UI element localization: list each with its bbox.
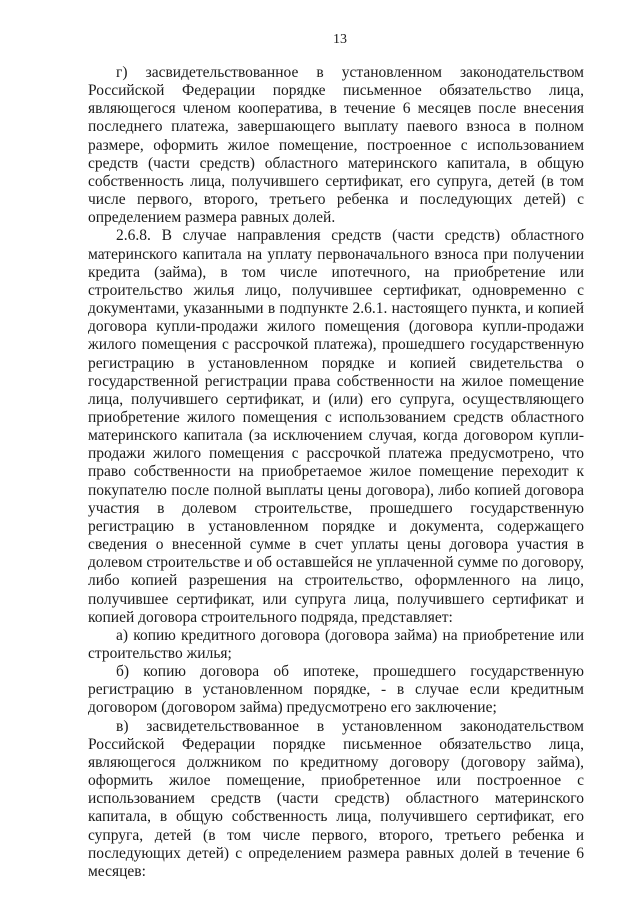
- paragraph-item-a: а) копию кредитного договора (договора займа) на приобретение или строительство жилья;: [88, 626, 584, 662]
- document-body: [88, 64, 584, 881]
- paragraph-item-g: г) засвидетельствованное в установленном законодательством Российской Федерации порядке письменное обязательство лица, являющегося членом кооператива, в течение 6 месяцев после внесения последнего платежа, завершающего выплату паевого взноса в полном размере, оформить жилое помещение, построенное с использованием средств (части средств) областного материнского капитала, в общую собственность лица, получившего сертификат, его супруга, детей (в том числе первого, второго, третьего ребенка и последующих детей) с определением размера равных долей.: [88, 64, 584, 227]
- paragraph-2-6-8: 2.6.8. В случае направления средств (части средств) областного материнского капитала на уплату первоначального взноса при получении кредита (займа), в том числе ипотечного, на приобретение или строительство жилья лицо, получившее сертификат, одновременно с документами, указанными в подпункте 2.6.1. настоящего пункта, и копией договора купли-продажи жилого помещения (договора купли-продажи жилого помещения с рассрочкой платежа), прошедшего государственную регистрацию в установленном порядке и копией свидетельства о государственной регистрации права собственности на жилое помещение лица, получившего сертификат, и (или) его супруга, осуществляющего приобретение жилого помещения с использованием средств областного материнского капитала (за исключением случая, когда договором купли-продажи жилого помещения с рассрочкой платежа предусмотрено, что право собственности на приобретаемое жилое помещение переходит к покупателю после полной выплаты цены договора), либо копией договора участия в долевом строительстве, прошедшего государственную регистрацию в установленном порядке и документа, содержащего сведения о внесенной сумме в счет уплаты цены договора участия в долевом строительстве и об оставшейся не уплаченной сумме по договору, либо копией разрешения на строительство, оформленного на лицо, получившее сертификат, или супруга лица, получившего сертификат и копией договора строительного подряда, представляет:: [88, 227, 584, 626]
- paragraph-item-b: б) копию договора об ипотеке, прошедшего государственную регистрацию в установленном порядке, - в случае если кредитным договором (договором займа) предусмотрено его заключение;: [88, 663, 584, 717]
- paragraph-item-v: в) засвидетельствованное в установленном законодательством Российской Федерации порядке письменное обязательство лица, являющегося должником по кредитному договору (договору займа), оформить жилое помещение, приобретенное или построенное с использованием средств (части средств) областного материнского капитала, в общую собственность лица, получившего сертификат, его супруга, детей (в том числе первого, второго, третьего ребенка и последующих детей) с определением размера равных долей в течение 6 месяцев:: [88, 717, 584, 880]
- page-number: 13: [333, 32, 347, 47]
